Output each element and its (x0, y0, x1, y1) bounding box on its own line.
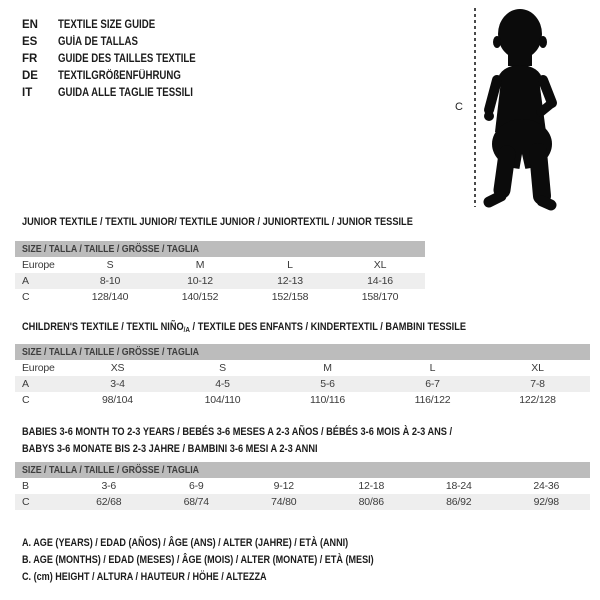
size-cell: 104/110 (204, 394, 241, 406)
babies-size-table (15, 462, 590, 510)
babies-table-title: BABIES 3-6 MONTH TO 2-3 YEARS / BEBÉS 3-6 MESES A 2-3 AÑOS / BÉBÉS 3-6 MOIS À 2-3 ANS / BABYS 3-6 MONATE BIS 2-3 JAHRE / BAMBINI 3-6 MESI A 2-3 ANNI (22, 426, 453, 455)
size-cell: L (429, 362, 436, 374)
size-cell: 5-6 (320, 378, 335, 390)
size-cell: 92/98 (533, 496, 559, 508)
size-cell: M (195, 259, 205, 271)
size-cell: 110/116 (310, 394, 345, 406)
language-header (22, 16, 222, 101)
junior-size-table (15, 241, 425, 305)
language-label: TEXTILGRÖßENFÜHRUNG (58, 69, 181, 82)
size-cell: 10-12 (187, 275, 213, 287)
table-row (15, 376, 590, 392)
language-label: GUIDA ALLE TAGLIE TESSILI (58, 86, 193, 99)
size-cell: 8-10 (99, 275, 121, 287)
size-cell: 140/152 (181, 291, 219, 303)
size-cell: 86/92 (446, 496, 472, 508)
language-code: FR (22, 52, 38, 65)
size-cell: M (323, 362, 332, 374)
size-cell: 62/68 (96, 496, 122, 508)
baby-silhouette-icon (482, 6, 574, 212)
size-cell: 7-8 (530, 378, 545, 390)
language-label: GUÍA DE TALLAS (58, 35, 138, 48)
junior-table-title: JUNIOR TEXTILE / TEXTIL JUNIOR/ TEXTILE JUNIOR / JUNIORTEXTIL / JUNIOR TESSILE (22, 216, 413, 228)
size-cell: 158/170 (361, 291, 399, 303)
size-cell: 68/74 (183, 496, 209, 508)
size-header-bar: SIZE / TALLA / TAILLE / GRÖSSE / TAGLIA (15, 462, 590, 478)
size-cell: 116/122 (414, 394, 451, 406)
table-row (15, 392, 590, 408)
size-cell: S (106, 259, 114, 271)
language-code: ES (22, 35, 38, 48)
row-label: B (22, 480, 29, 492)
row-label: Europe (22, 259, 55, 271)
size-cell: 12-13 (277, 275, 303, 287)
size-cell: XL (373, 259, 387, 271)
size-cell: 3-4 (110, 378, 125, 390)
size-cell: 6-7 (425, 378, 440, 390)
table-row (15, 257, 425, 273)
size-cell: XS (110, 362, 125, 374)
children-table-title: CHILDREN'S TEXTILE / TEXTIL NIÑO/A / TEXTILE DES ENFANTS / KINDERTEXTIL / BAMBINI TESSILE (22, 321, 467, 334)
size-cell: S (219, 362, 226, 374)
size-cell: 9-12 (273, 480, 294, 492)
size-cell: 80/86 (358, 496, 384, 508)
size-cell: 122/128 (519, 394, 556, 406)
legend-note-a: A. AGE (YEARS) / EDAD (AÑOS) / ÂGE (ANS) / ALTER (JAHRE) / ETÀ (ANNI) (22, 536, 349, 549)
size-cell: 98/104 (102, 394, 133, 406)
row-label: C (22, 496, 30, 508)
size-header-bar: SIZE / TALLA / TAILLE / GRÖSSE / TAGLIA (15, 241, 425, 257)
size-cell: L (287, 259, 293, 271)
row-label: Europe (22, 362, 55, 374)
size-cell: 4-5 (215, 378, 230, 390)
language-row (22, 84, 222, 101)
size-header-bar: SIZE / TALLA / TAILLE / GRÖSSE / TAGLIA (15, 344, 590, 360)
size-cell: 12-18 (358, 480, 385, 492)
table-row (15, 478, 590, 494)
table-row (15, 289, 425, 305)
language-row (22, 50, 222, 67)
row-label: A (22, 275, 29, 287)
table-row (15, 360, 590, 376)
row-label: A (22, 378, 29, 390)
language-row (22, 33, 222, 50)
language-row (22, 67, 222, 84)
language-label: GUIDE DES TAILLES TEXTILE (58, 52, 196, 65)
size-cell: 152/158 (271, 291, 309, 303)
legend-note-c: C. (cm) HEIGHT / ALTURA / HAUTEUR / HÖHE / ALTEZZA (22, 571, 267, 584)
legend-note-b: B. AGE (MONTHS) / EDAD (MESES) / ÂGE (MOIS) / ALTER (MONATE) / ETÀ (MESI) (22, 553, 374, 566)
row-label: C (22, 291, 30, 303)
table-row (15, 273, 425, 289)
size-cell: 3-6 (101, 480, 117, 492)
table-row (15, 494, 590, 510)
size-cell: XL (531, 362, 544, 374)
size-cell: 24-36 (533, 480, 560, 492)
language-code: DE (22, 69, 38, 82)
size-cell: 6-9 (188, 480, 204, 492)
children-size-table (15, 344, 590, 408)
size-cell: 128/140 (91, 291, 129, 303)
row-label: C (22, 394, 30, 406)
size-cell: 74/80 (271, 496, 297, 508)
language-code: IT (22, 86, 33, 99)
size-cell: 18-24 (445, 480, 472, 492)
height-measure-dashed-line (474, 8, 476, 207)
size-cell: 14-16 (367, 275, 393, 287)
babies-table-title-line2: BABYS 3-6 MONATE BIS 2-3 JAHRE / BAMBINI 3-6 MESI A 2-3 ANNI (22, 443, 318, 455)
legend-notes (22, 534, 441, 586)
height-measure-label: C (455, 101, 463, 113)
language-row (22, 16, 222, 33)
language-code: EN (22, 18, 38, 31)
language-label: TEXTILE SIZE GUIDE (58, 18, 156, 31)
